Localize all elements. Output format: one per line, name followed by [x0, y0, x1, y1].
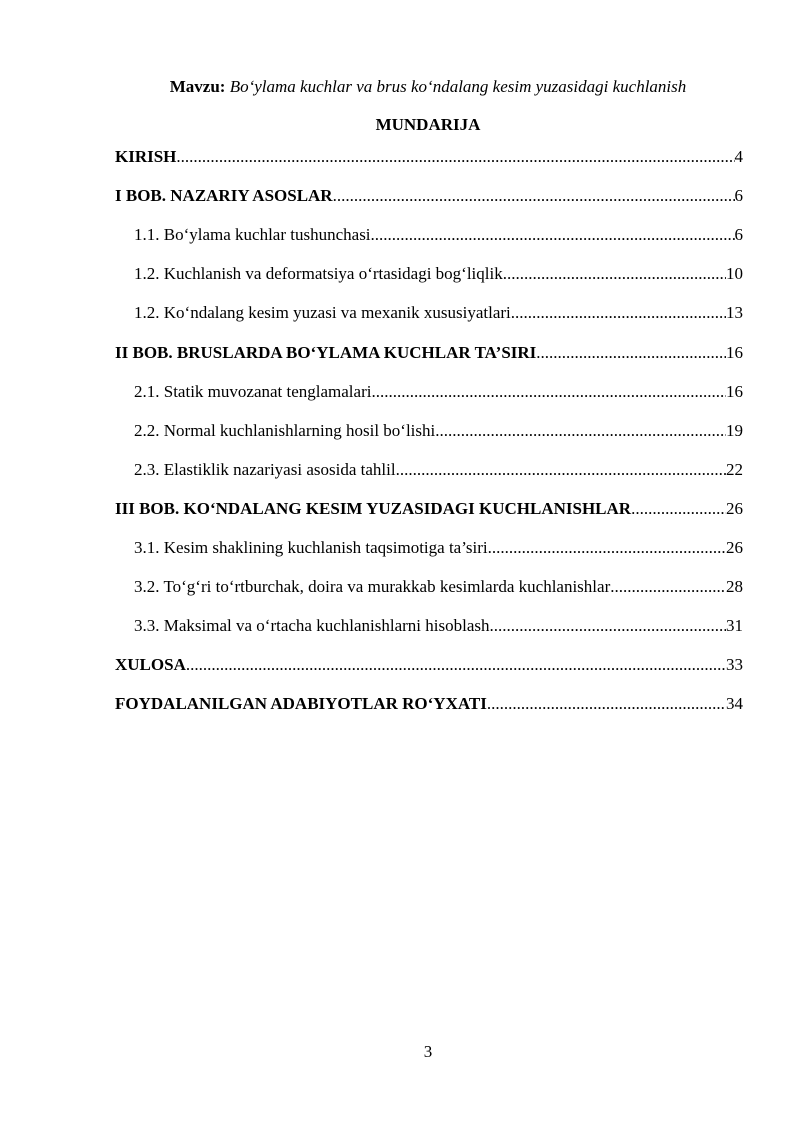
toc-entry-title: 3.3. Maksimal va o‘rtacha kuchlanishlarni hisoblash: [134, 616, 490, 635]
toc-entry: [115, 691, 743, 715]
toc-entry-title: 2.2. Normal kuchlanishlarning hosil bo‘lishi: [134, 421, 436, 440]
toc-leader-dots: [610, 576, 726, 598]
toc-entry-page: 33: [726, 655, 743, 674]
toc-entry: [134, 457, 743, 481]
toc-entry: [115, 340, 743, 364]
toc-entry: [134, 300, 743, 324]
toc-leader-dots: [631, 498, 726, 520]
toc-entry: [134, 613, 743, 637]
toc-leader-dots: [511, 302, 726, 324]
toc-leader-dots: [487, 693, 726, 715]
page-number: 3: [423, 1042, 433, 1061]
toc-entry-title: III BOB. KO‘NDALANG KESIM YUZASIDAGI KUCHLANISHLAR: [115, 499, 632, 518]
toc-entry-page: 4: [734, 147, 743, 166]
toc-entry-title: 1.2. Kuchlanish va deformatsiya o‘rtasidagi bog‘liqlik: [134, 264, 503, 283]
toc-entry: [134, 418, 743, 442]
toc-entry-page: 26: [726, 499, 743, 518]
toc-leader-dots: [536, 342, 726, 364]
topic-line: [0, 76, 800, 98]
toc-entry: [115, 652, 743, 676]
toc-leader-dots: [176, 146, 734, 168]
toc-leader-dots: [488, 537, 726, 559]
toc-entry-page: 16: [726, 382, 743, 401]
toc-leader-dots: [333, 185, 735, 207]
toc-leader-dots: [490, 615, 727, 637]
toc-entry-page: 6: [734, 225, 743, 244]
toc-leader-dots: [371, 381, 726, 403]
page-title: MUNDARIJA: [375, 115, 481, 134]
toc-entry-page: 28: [726, 577, 743, 596]
toc-entry-title: 2.3. Elastiklik nazariyasi asosida tahlil: [134, 460, 396, 479]
toc-entry-title: 2.1. Statik muvozanat tenglamalari: [134, 382, 372, 401]
toc-entry: [115, 183, 743, 207]
toc-entry-title: I BOB. NAZARIY ASOSLAR: [115, 186, 333, 205]
toc-entry-title: II BOB. BRUSLARDA BO‘YLAMA KUCHLAR TA’SIRI: [115, 343, 537, 362]
toc-entry: [115, 496, 743, 520]
toc-leader-dots: [371, 224, 735, 246]
toc-entry-page: 31: [726, 616, 743, 635]
toc-entry-title: KIRISH: [115, 147, 177, 166]
toc-entry-title: 3.1. Kesim shaklining kuchlanish taqsimotiga ta’siri: [134, 538, 488, 557]
toc-entry-page: 26: [726, 538, 743, 557]
toc-entry: [134, 261, 743, 285]
toc-leader-dots: [503, 263, 726, 285]
toc-entry-page: 10: [726, 264, 743, 283]
topic-label: Mavzu:: [169, 77, 226, 96]
toc-entry-page: 16: [726, 343, 743, 362]
toc-entry-title: FOYDALANILGAN ADABIYOTLAR RO‘YXATI: [115, 694, 487, 713]
toc-entry: [134, 379, 743, 403]
toc-entry-page: 19: [726, 421, 743, 440]
toc-entry-page: 6: [734, 186, 743, 205]
toc-entry-page: 34: [726, 694, 743, 713]
toc-entry-title: XULOSA: [115, 655, 186, 674]
toc-entry-title: 1.1. Bo‘ylama kuchlar tushunchasi: [134, 225, 371, 244]
toc-entry-page: 22: [726, 460, 743, 479]
toc-leader-dots: [435, 420, 726, 442]
toc-entry: [134, 574, 743, 598]
toc-entry: [134, 535, 743, 559]
toc-entry-page: 13: [726, 303, 743, 322]
toc-leader-dots: [186, 654, 726, 676]
toc-entry: [115, 144, 743, 168]
toc-leader-dots: [396, 459, 726, 481]
toc-entry-title: 3.2. To‘g‘ri to‘rtburchak, doira va murakkab kesimlarda kuchlanishlar: [134, 577, 611, 596]
toc-entry: [134, 222, 743, 246]
toc-entry-title: 1.2. Ko‘ndalang kesim yuzasi va mexanik xususiyatlari: [134, 303, 511, 322]
topic-text: Bo‘ylama kuchlar va brus ko‘ndalang kesim yuzasidagi kuchlanish: [229, 77, 687, 96]
